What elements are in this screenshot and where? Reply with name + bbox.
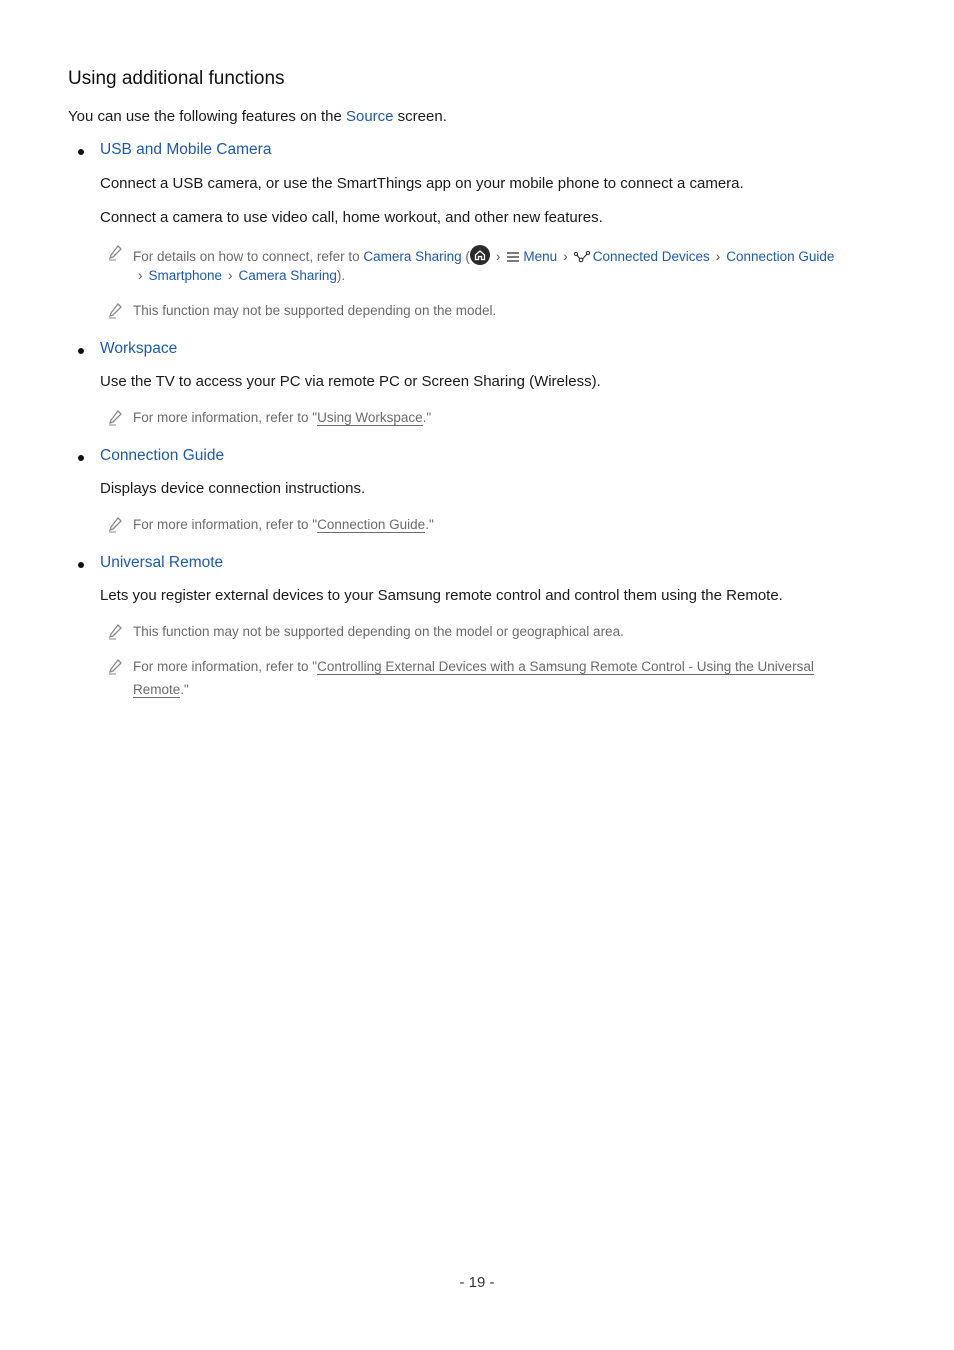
chevron-right-icon: › — [715, 249, 721, 264]
chevron-right-icon: › — [228, 268, 233, 283]
universal-remote-ref-line2[interactable]: Remote — [133, 682, 181, 697]
menu-link[interactable]: Menu — [523, 249, 558, 264]
note-prefix: For more information, refer to " — [133, 517, 318, 532]
pencil-note-icon — [108, 517, 122, 533]
note-prefix: For details on how to connect, refer to — [133, 249, 364, 264]
connection-guide-ref[interactable]: Connection Guide — [317, 517, 426, 532]
bullet-icon — [78, 149, 84, 155]
connection-guide-link[interactable]: Connection Guide — [100, 447, 225, 464]
chevron-right-icon: › — [495, 249, 501, 264]
bullet-icon — [78, 562, 84, 568]
camera-sharing-path-link[interactable]: Camera Sharing — [238, 268, 337, 283]
pencil-note-icon — [108, 245, 122, 261]
section-title: Using additional functions — [68, 68, 285, 89]
connection-guide-desc: Displays device connection instructions. — [100, 480, 366, 497]
usb-camera-link[interactable]: USB and Mobile Camera — [100, 141, 272, 158]
note-close: ). — [336, 268, 346, 283]
connected-devices-icon — [574, 251, 590, 263]
universal-remote-desc: Lets you register external devices to your Samsung remote control and control them using the Remote. — [100, 587, 783, 604]
intro-before: You can use the following features on the — [68, 108, 346, 125]
pencil-note-icon — [108, 410, 122, 426]
using-workspace-ref[interactable]: Using Workspace — [317, 410, 423, 425]
intro-text — [68, 108, 447, 125]
note-text: This function may not be supported depending on the model or geographical area. — [133, 624, 624, 639]
chevron-right-icon: › — [563, 249, 568, 264]
pencil-note-icon — [108, 659, 122, 675]
bullet-icon — [78, 455, 84, 461]
usb-camera-desc-2: Connect a camera to use video call, home workout, and other new features. — [100, 209, 603, 226]
note-text: This function may not be supported depending on the model. — [133, 303, 497, 318]
home-icon — [470, 245, 490, 265]
note-suffix: ." — [425, 517, 434, 532]
note-suffix: ." — [422, 410, 432, 425]
menu-icon — [506, 251, 520, 263]
intro-after: screen. — [393, 108, 447, 125]
chevron-right-icon: › — [138, 268, 143, 283]
bullet-icon — [78, 348, 84, 354]
note-suffix: ." — [180, 682, 189, 697]
connected-devices-link[interactable]: Connected Devices — [592, 249, 710, 264]
usb-camera-desc-1: Connect a USB camera, or use the SmartThings app on your mobile phone to connect a camera. — [100, 175, 744, 192]
note-prefix: For more information, refer to " — [133, 410, 318, 425]
camera-sharing-link[interactable]: Camera Sharing — [363, 249, 462, 264]
pencil-note-icon — [108, 624, 122, 640]
smartphone-link[interactable]: Smartphone — [148, 268, 223, 283]
workspace-link[interactable]: Workspace — [100, 340, 178, 357]
note-paren: ( — [461, 249, 470, 264]
universal-remote-ref-line1[interactable]: Controlling External Devices with a Samsung Remote Control - Using the Universal — [317, 659, 814, 674]
connection-guide-path-link[interactable]: Connection Guide — [726, 249, 835, 264]
page-number: - 19 - — [459, 1274, 495, 1291]
pencil-note-icon — [108, 303, 122, 319]
note-prefix: For more information, refer to " — [133, 659, 318, 674]
source-link[interactable]: Source — [345, 108, 394, 125]
universal-remote-link[interactable]: Universal Remote — [100, 554, 224, 571]
workspace-desc: Use the TV to access your PC via remote PC or Screen Sharing (Wireless). — [100, 373, 601, 390]
